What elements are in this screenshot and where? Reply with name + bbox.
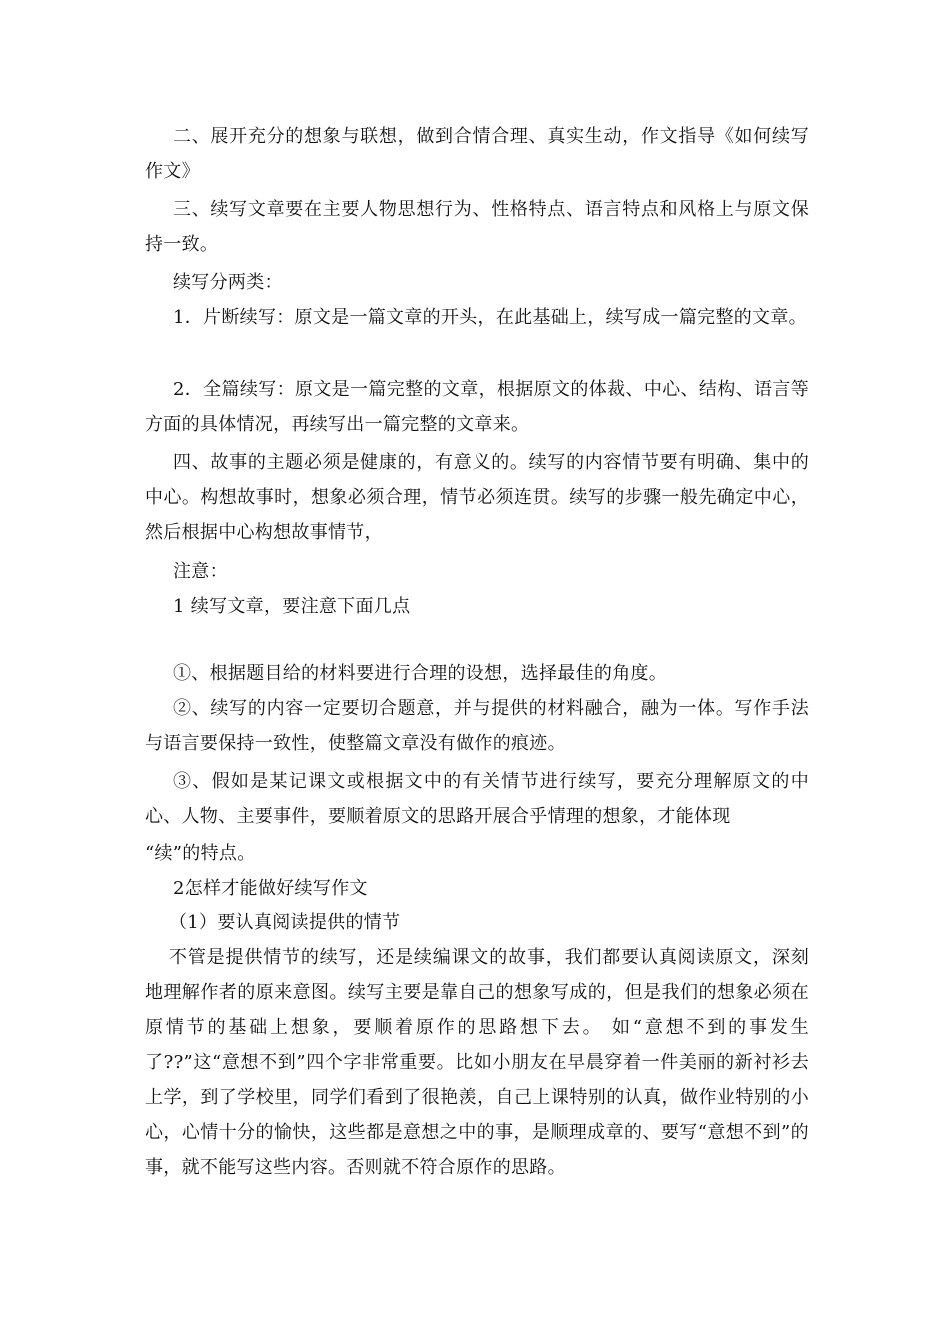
paragraph-attention: 注意：: [173, 561, 228, 582]
paragraph-points-heading: 1 续写文章，要注意下面几点: [173, 596, 411, 617]
paragraph-point-2: ②、续写的内容一定要切合题意，并与提供的材料融合，融为一体。写作手法与语言要保持一致性，使整篇文章没有做作的痕迹。: [145, 698, 809, 754]
paragraph-theme: 四、故事的主题必须是健康的，有意义的。续写的内容情节要有明确、集中的中心。构想故事时，想象必须合理，情节必须连贯。续写的步骤一般先确定中心，然后根据中心构想故事情节，: [145, 452, 809, 543]
paragraph-fragment-continuation: 1．片断续写：原文是一篇文章的开头，在此基础上，续写成一篇完整的文章。: [173, 307, 807, 328]
paragraph-body-read: 不管是提供情节的续写，还是续编课文的故事，我们都要认真阅读原文，深刻地理解作者的原来意图。续写主要是靠自己的想象写成的，但是我们的想象必须在原情节的基础上想象，要顺着原作的思路想下去。 如“意想不到的事发生了??”这“意想不到”四个字非常重要。比如小朋友在早晨穿着一件美丽的新衬衫去上学，到了学校里，同学们看到了很艳羡，自己上课特别的认真，做作业特别的小心，心情十分的愉快，这些都是意想之中的事，是顺理成章的、要写“意想不到”的事，就不能写这些内容。否则就不符合原作的思路。: [145, 947, 809, 1178]
paragraph-subheading-read: （1）要认真阅读提供的情节: [169, 912, 401, 933]
paragraph-point-1: ①、根据题目给的材料要进行合理的设想，选择最佳的角度。: [173, 663, 668, 684]
paragraph-two-types: 续写分两类：: [173, 272, 283, 293]
paragraph-imagination: 二、展开充分的想象与联想，做到合情合理、真实生动，作文指导《如何续写作文》: [145, 126, 809, 182]
paragraph-full-continuation: 2．全篇续写：原文是一篇完整的文章，根据原文的体裁、中心、结构、语言等方面的具体情况，再续写出一篇完整的文章来。: [145, 379, 809, 435]
paragraph-point-3: ③、假如是某记课文或根据文中的有关情节进行续写，要充分理解原文的中心、人物、主要事件，要顺着原文的思路开展合乎情理的想象，才能体现: [145, 771, 809, 827]
paragraph-consistency: 三、续写文章要在主要人物思想行为、性格特点、语言特点和风格上与原文保持一致。: [145, 199, 809, 255]
paragraph-point-3-end: “续”的特点。: [145, 843, 256, 864]
paragraph-how-to-heading: 2怎样才能做好续写作文: [173, 878, 368, 899]
